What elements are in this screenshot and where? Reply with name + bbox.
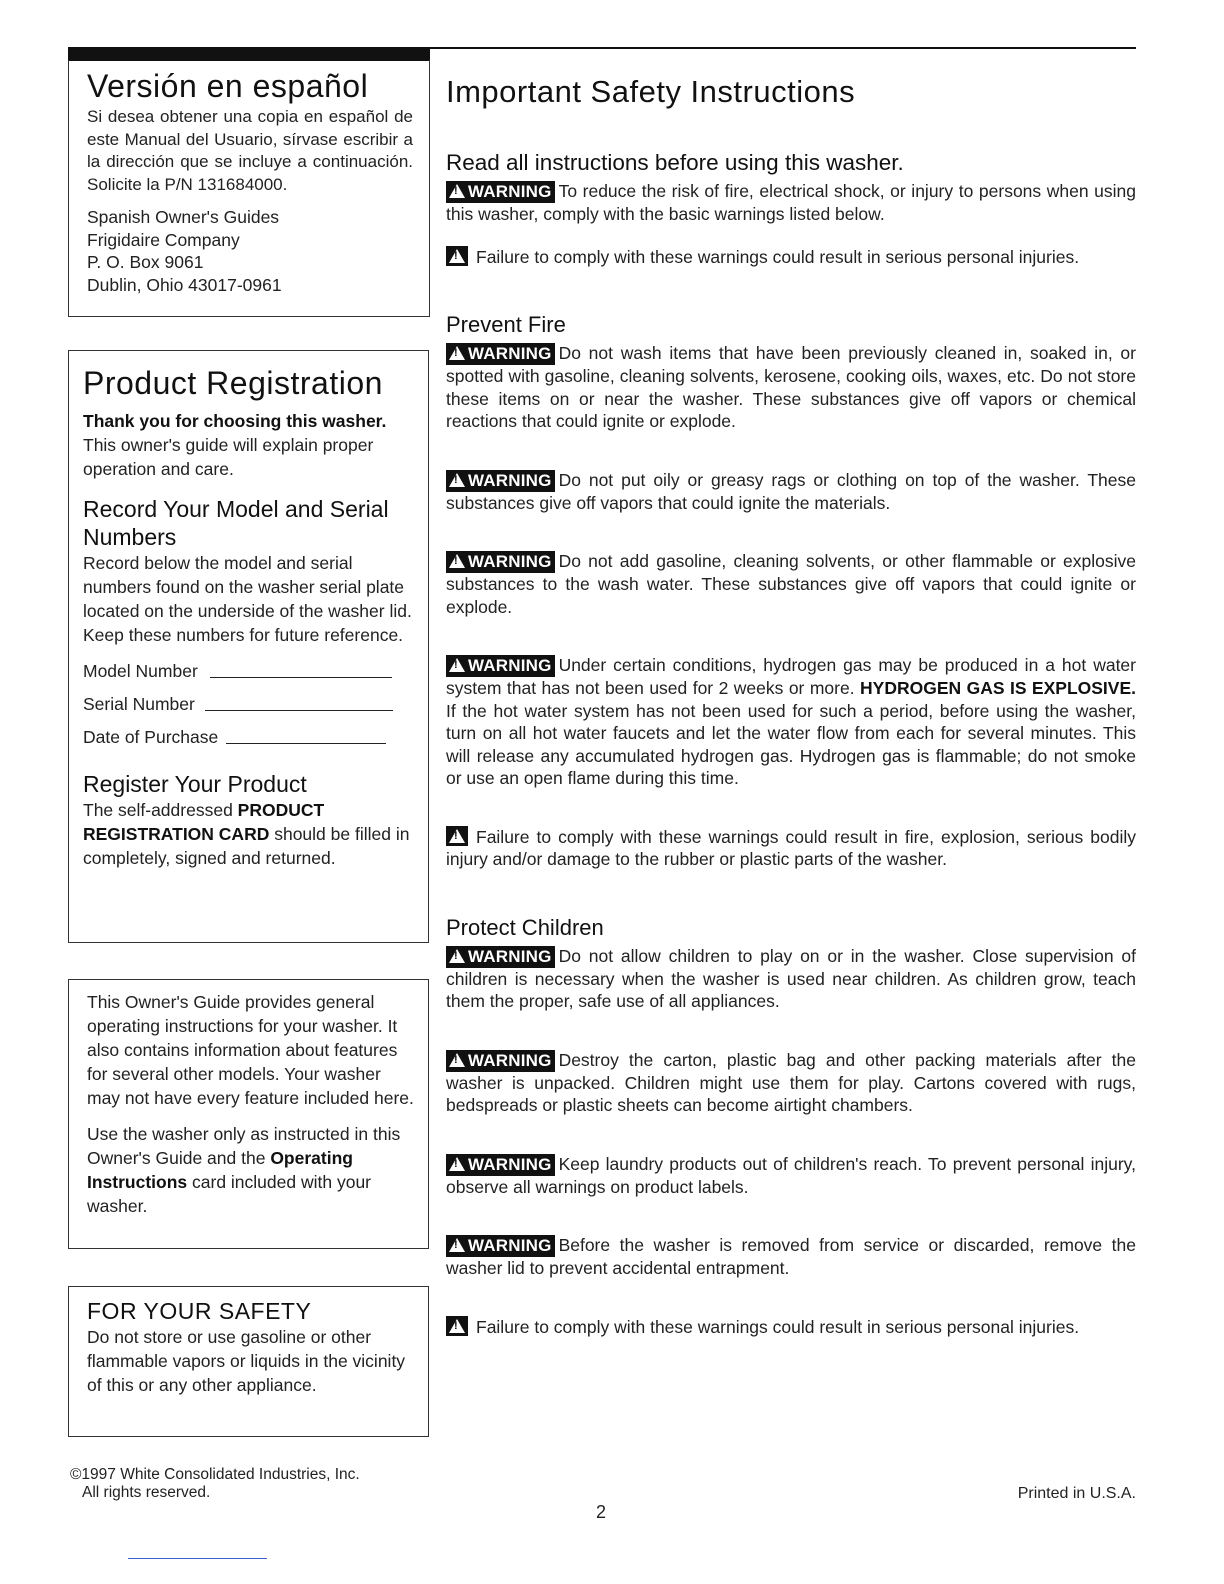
warning-label: WARNING — [468, 344, 552, 363]
warning-label: WARNING — [468, 552, 552, 571]
registration-card-bold: PRODUCT REGISTRATION CARD — [83, 800, 325, 844]
caution-badge — [446, 246, 468, 266]
warning-badge — [446, 1154, 555, 1176]
intro-warning — [446, 180, 1136, 226]
warning-badge — [446, 343, 555, 365]
spanish-title: Versión en español — [87, 68, 369, 104]
register-title: Register Your Product — [83, 771, 307, 797]
warning-badge — [446, 1235, 555, 1257]
intro-caution — [446, 246, 1136, 269]
warning-label: WARNING — [468, 470, 552, 490]
fire-warning-2-text: Do not put oily or greasy rags or clothing on top of the washer. These substances give off vapors that could ignite the materials. — [446, 469, 1136, 513]
model-number-label: Model Number — [83, 661, 198, 681]
warning-badge — [446, 655, 555, 677]
register-body-post: should be filled in completely, signed and returned. — [83, 824, 410, 868]
operating-instructions-bold: Operating Instructions — [87, 1148, 353, 1192]
read-all-heading: Read all instructions before using this washer. — [446, 150, 904, 175]
caution-triangle-icon — [449, 249, 465, 263]
guide-paragraph-1: This Owner's Guide provides general operating instructions for your washer. It also contains information about features for several other models. Your washer may not have every feature included here. — [87, 992, 414, 1108]
fire-warning-4 — [446, 654, 1136, 790]
safety-body: Do not store or use gasoline or other flammable vapors or liquids in the vicinity of this or any other appliance. — [87, 1327, 406, 1395]
warning-triangle-icon — [449, 1238, 465, 1252]
child-warning-3 — [446, 1153, 1136, 1199]
fire-caution — [446, 826, 1136, 871]
main-title: Important Safety Instructions — [446, 74, 856, 109]
warning-badge — [446, 946, 555, 968]
model-number-line[interactable] — [210, 676, 392, 678]
warning-label: WARNING — [468, 656, 552, 675]
warning-label: WARNING — [468, 1050, 552, 1070]
fire-warning-4-text-post: If the hot water system has not been used for such a period, before using the washer, turn on all hot water faucets and let the water flow from each for several minutes. This will release any accumulated hydrogen gas. Hydrogen gas is flammable; do not smoke or use an open flame during this time. — [446, 700, 1136, 788]
warning-triangle-icon — [449, 184, 465, 198]
child-warning-4-text: Before the washer is removed from service or discarded, remove the washer lid to prevent accidental entrapment. — [446, 1235, 1136, 1278]
serial-number-label: Serial Number — [83, 694, 195, 714]
warning-label: WARNING — [468, 1236, 552, 1255]
caution-badge — [446, 826, 468, 846]
warning-triangle-icon — [449, 473, 465, 487]
warning-triangle-icon — [449, 346, 465, 360]
warning-triangle-icon — [449, 658, 465, 672]
serial-number-line[interactable] — [205, 709, 393, 711]
warning-badge — [446, 470, 555, 492]
registration-intro-bold: Thank you for choosing this washer. — [83, 411, 387, 431]
child-warning-3-text: Keep laundry products out of children's reach. To prevent personal injury, observe all warnings on product labels. — [446, 1153, 1136, 1197]
warning-label: WARNING — [468, 1154, 552, 1174]
child-caution — [446, 1316, 1136, 1339]
warning-triangle-icon — [449, 1053, 465, 1067]
guide-p2-post: card included with your washer. — [87, 1172, 372, 1216]
child-caution-text: Failure to comply with these warnings could result in serious personal injuries. — [476, 1316, 1080, 1337]
spanish-address — [87, 206, 413, 296]
fire-warning-3-text: Do not add gasoline, cleaning solvents, or other flammable or explosive substances to the wash water. These substances give off vapors that could ignite or explode. — [446, 551, 1136, 617]
fire-warning-4-text-pre: Under certain conditions, hydrogen gas may be produced in a hot water system that has not been used for 2 weeks or more. — [446, 655, 1136, 698]
warning-triangle-icon — [449, 949, 465, 963]
fire-warning-2 — [446, 469, 1136, 515]
register-body-pre: The self-addressed — [83, 800, 238, 820]
fire-warning-3 — [446, 550, 1136, 618]
register-body — [83, 798, 414, 870]
product-registration-box — [68, 350, 429, 943]
child-warning-1 — [446, 945, 1136, 1013]
date-of-purchase-label: Date of Purchase — [83, 727, 219, 747]
warning-label: WARNING — [468, 182, 552, 201]
intro-warning-text: To reduce the risk of fire, electrical shock, or injury to persons when using this washer, comply with the basic warnings listed below. — [446, 181, 1136, 224]
warning-badge — [446, 1050, 555, 1072]
copyright-notice — [70, 1466, 360, 1502]
header-rule — [430, 47, 1136, 49]
header-bar-left — [68, 47, 430, 61]
warning-triangle-icon — [449, 554, 465, 568]
date-of-purchase-row — [83, 727, 414, 748]
fire-caution-text: Failure to comply with these warnings could result in fire, explosion, serious bodily injury and/or damage to the rubber or plastic parts of the washer. — [446, 826, 1136, 869]
for-your-safety-box — [68, 1286, 429, 1437]
address-line: P. O. Box 9061 — [87, 252, 204, 272]
spanish-version-box — [68, 60, 430, 317]
date-of-purchase-line[interactable] — [226, 742, 386, 744]
registration-title: Product Registration — [83, 365, 383, 401]
warning-badge — [446, 181, 555, 203]
fire-warning-1 — [446, 342, 1136, 433]
printed-in: Printed in U.S.A. — [1017, 1485, 1136, 1502]
warning-label: WARNING — [468, 946, 552, 966]
record-body: Record below the model and serial numbers found on the washer serial plate located on the underside of the washer lid. Keep these numbers for future reference. — [83, 553, 412, 645]
warning-triangle-icon — [449, 1157, 465, 1171]
child-warning-4 — [446, 1234, 1136, 1280]
safety-title: FOR YOUR SAFETY — [87, 1298, 312, 1324]
caution-triangle-icon — [449, 829, 465, 843]
registration-intro-rest: This owner's guide will explain proper operation and care. — [83, 435, 374, 479]
caution-badge — [446, 1316, 468, 1336]
page-number: 2 — [596, 1502, 607, 1522]
warning-badge — [446, 551, 555, 573]
registration-intro — [83, 409, 414, 481]
caution-triangle-icon — [449, 1319, 465, 1333]
copyright-line: ©1997 White Consolidated Industries, Inc. — [70, 1466, 360, 1483]
address-line: Dublin, Ohio 43017-0961 — [87, 274, 282, 295]
hydrogen-gas-explosive-bold: HYDROGEN GAS IS EXPLOSIVE. — [860, 678, 1136, 698]
protect-children-heading: Protect Children — [446, 914, 604, 940]
spanish-body: Si desea obtener una copia en español de este Manual del Usuario, sírvase escribir a la dirección que se incluye a continuación. Solicite la P/N 131684000. — [87, 107, 413, 194]
model-number-row — [83, 661, 414, 682]
child-warning-2 — [446, 1049, 1136, 1117]
record-title: Record Your Model and Serial Numbers — [83, 496, 389, 550]
rights-line: All rights reserved. — [82, 1484, 211, 1501]
child-warning-2-text: Destroy the carton, plastic bag and other packing materials after the washer is unpacked. Children might use them for play. Cartons covered with rugs, bedspreads or plastic sheets can become airtight chambers. — [446, 1049, 1136, 1115]
safety-instructions-column — [446, 60, 1136, 1338]
bottom-link-underline — [128, 1558, 267, 1559]
fire-warning-1-text: Do not wash items that have been previously cleaned in, soaked in, or spotted with gasoline, cleaning solvents, kerosene, cooking oils, waxes, etc. Do not store these items on or near the washer. These substances give off vapors or chemical reactions that could ignite or explode. — [446, 343, 1136, 431]
serial-number-row — [83, 694, 414, 715]
guide-p2-pre: Use the washer only as instructed in this Owner's Guide and the — [87, 1124, 401, 1168]
address-line: Spanish Owner's Guides — [87, 207, 280, 227]
guide-paragraph-2 — [87, 1122, 414, 1218]
address-line: Frigidaire Company — [87, 229, 240, 250]
prevent-fire-heading: Prevent Fire — [446, 312, 566, 337]
child-warning-1-text: Do not allow children to play on or in the washer. Close supervision of children is necessary when the washer is used near children. As children grow, teach them the proper, safe use of all appliances. — [446, 945, 1136, 1011]
intro-caution-text: Failure to comply with these warnings could result in serious personal injuries. — [476, 246, 1080, 267]
owners-guide-box — [68, 979, 429, 1249]
